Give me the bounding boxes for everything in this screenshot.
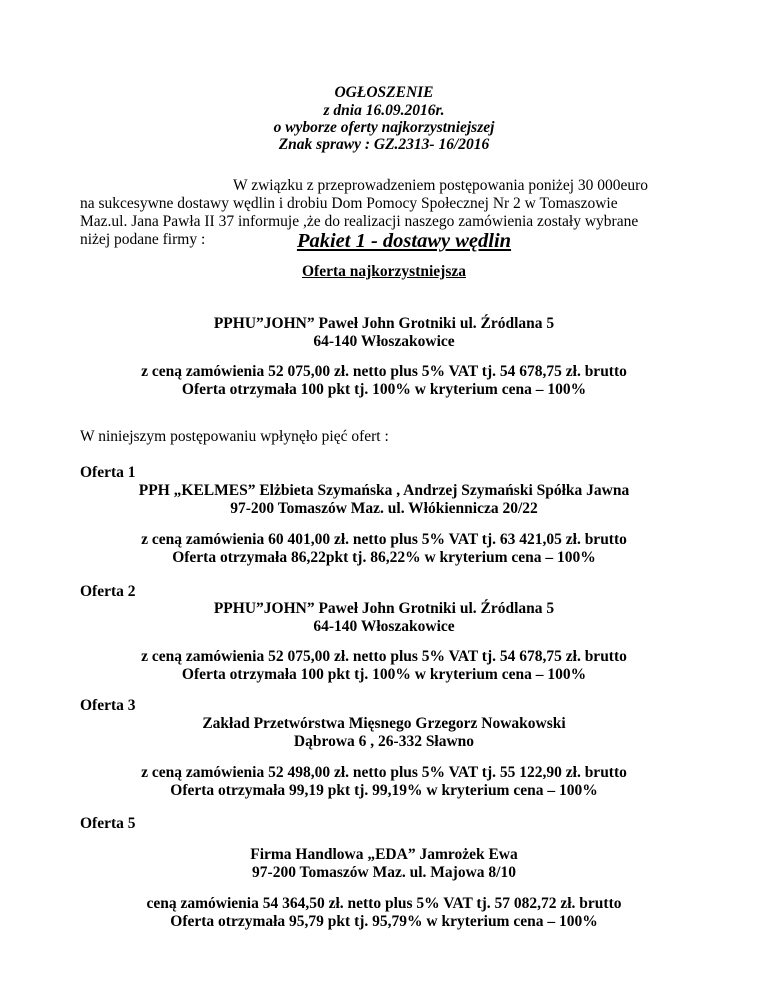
offer-5-firm-name: Firma Handlowa „EDA” Jamrożek Ewa: [250, 846, 518, 863]
offer-2-firm-name: PPHU”JOHN” Paweł John Grotniki ul. Źródlana 5: [213, 600, 555, 617]
intro-line-2: na sukcesywne dostawy wędlin i drobiu Dom Pomocy Społecznej Nr 2 w Tomaszowie: [80, 195, 618, 212]
intro-line-1: W związku z przeprowadzeniem postępowania poniżej 30 000euro: [233, 177, 649, 194]
offer-3-score: Oferta otrzymała 99,19 pkt tj. 99,19% w kryterium cena – 100%: [170, 782, 598, 799]
best-offer-price: z ceną zamówienia 52 075,00 zł. netto plus 5% VAT tj. 54 678,75 zł. brutto: [141, 363, 627, 380]
offer-2-score: Oferta otrzymała 100 pkt tj. 100% w kryterium cena – 100%: [181, 666, 587, 683]
offer-3-firm-address: Dąbrowa 6 , 26-332 Sławno: [293, 733, 475, 750]
offer-5-price: ceną zamówienia 54 364,50 zł. netto plus 5% VAT tj. 57 082,72 zł. brutto: [146, 895, 622, 912]
offer-5-label: Oferta 5: [80, 815, 136, 832]
best-offer-heading: Oferta najkorzystniejsza: [302, 263, 466, 280]
offer-1-firm-name: PPH „KELMES” Elżbieta Szymańska , Andrzej Szymański Spółka Jawna: [138, 482, 630, 499]
package-title: Pakiet 1 - dostawy wędlin: [296, 230, 512, 252]
offer-1-firm-address: 97-200 Tomaszów Maz. ul. Włókiennicza 20/22: [230, 500, 538, 517]
best-offer-firm-name: PPHU”JOHN” Paweł John Grotniki ul. Źródlana 5: [213, 315, 555, 332]
announcement-title: OGŁOSZENIE: [334, 84, 434, 101]
best-offer-firm-address: 64-140 Włoszakowice: [313, 333, 455, 350]
offer-1-score: Oferta otrzymała 86,22pkt tj. 86,22% w kryterium cena – 100%: [172, 549, 596, 566]
offer-2-firm-address: 64-140 Włoszakowice: [313, 618, 455, 635]
offer-5-score: Oferta otrzymała 95,79 pkt tj. 95,79% w kryterium cena – 100%: [170, 913, 598, 930]
intro-line-4: niżej podane firmy :: [80, 231, 206, 248]
offer-2-label: Oferta 2: [80, 583, 136, 600]
announcement-subject: o wyborze oferty najkorzystniejszej: [273, 119, 495, 136]
case-number: Znak sprawy : GZ.2313- 16/2016: [278, 136, 490, 153]
intro-line-3: Maz.ul. Jana Pawła II 37 informuje ,że do realizacji naszego zamówienia zostały wybrane: [80, 213, 639, 230]
announcement-date: z dnia 16.09.2016r.: [323, 102, 445, 119]
offer-1-price: z ceną zamówienia 60 401,00 zł. netto plus 5% VAT tj. 63 421,05 zł. brutto: [141, 531, 627, 548]
offer-2-price: z ceną zamówienia 52 075,00 zł. netto plus 5% VAT tj. 54 678,75 zł. brutto: [141, 648, 627, 665]
offer-3-price: z ceną zamówienia 52 498,00 zł. netto plus 5% VAT tj. 55 122,90 zł. brutto: [141, 764, 627, 781]
offer-3-label: Oferta 3: [80, 697, 136, 714]
offer-3-firm-name: Zakład Przetwórstwa Mięsnego Grzegorz Nowakowski: [202, 715, 566, 732]
offer-1-label: Oferta 1: [80, 464, 136, 481]
offer-5-firm-address: 97-200 Tomaszów Maz. ul. Majowa 8/10: [252, 864, 516, 881]
best-offer-score: Oferta otrzymała 100 pkt tj. 100% w kryterium cena – 100%: [181, 381, 587, 398]
offers-count-text: W niniejszym postępowaniu wpłynęło pięć ofert :: [80, 428, 389, 445]
